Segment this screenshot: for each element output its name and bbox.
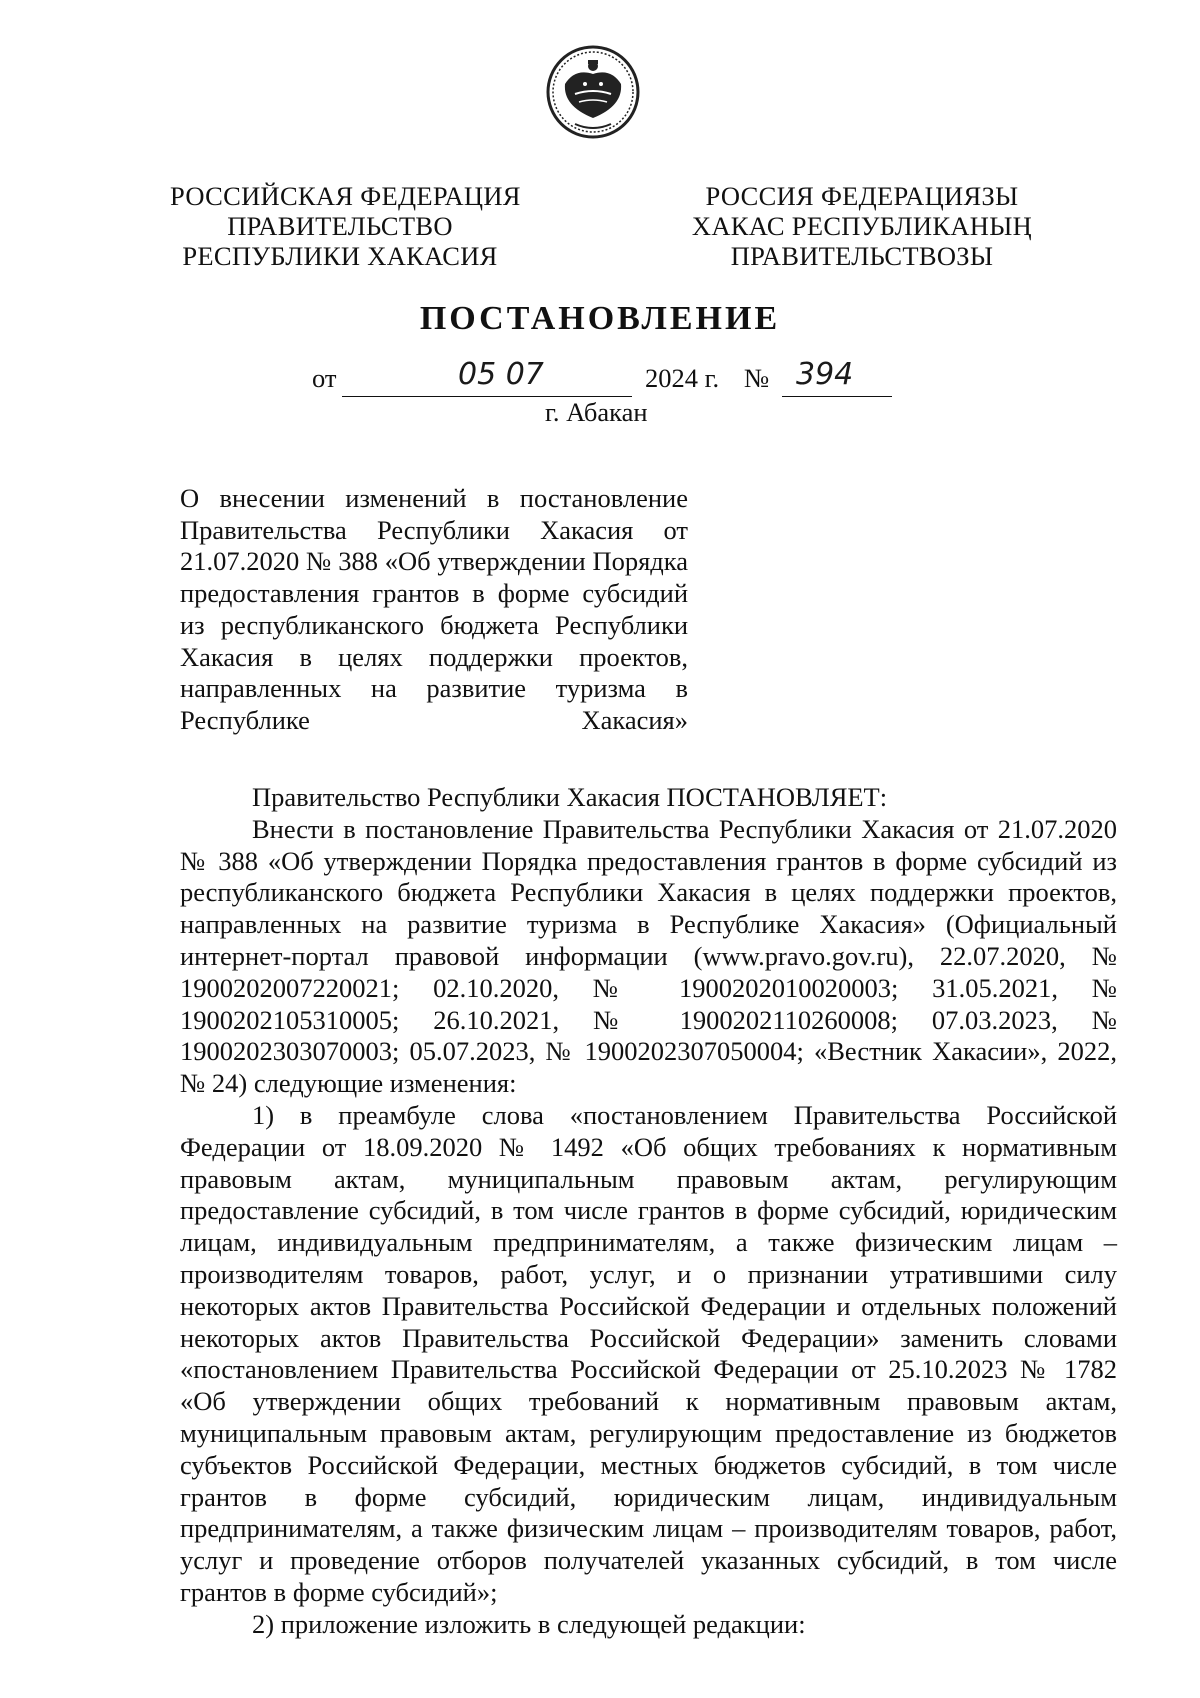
header-right-line-2: ХАКАС РЕСПУБЛИКАНЫҢ bbox=[691, 211, 1033, 241]
number-prefix: № bbox=[744, 363, 770, 393]
subject-text: О внесении изменений в постановление Правительства Республики Хакасия от 21.07.2020 № 388 «Об утверждении Порядка предоставления грантов в форме субсидий из республиканского бюджета Республики Хакасия в целях поддержки проектов, направленных на развитие туризма в Республике Хакасия» bbox=[180, 483, 688, 735]
subject-block bbox=[180, 483, 688, 737]
coat-of-arms-emblem bbox=[545, 44, 641, 140]
header-right-line-3: ПРАВИТЕЛЬСТВОЗЫ bbox=[730, 241, 994, 271]
header-left-line-1: РОССИЙСКАЯ ФЕДЕРАЦИЯ bbox=[170, 181, 521, 211]
header-right-block bbox=[688, 181, 1036, 271]
city-text: г. Абакан bbox=[545, 397, 648, 427]
date-handwritten: 05 07 bbox=[458, 357, 544, 392]
document-body bbox=[180, 782, 1117, 1641]
number-handwritten: 394 bbox=[796, 357, 854, 392]
body-paragraph-3: 2) приложение изложить в следующей редакции: bbox=[252, 1608, 806, 1639]
header-left-line-2: ПРАВИТЕЛЬСТВО bbox=[227, 211, 453, 241]
decree-line: Правительство Республики Хакасия ПОСТАНОВЛЯЕТ: bbox=[252, 782, 888, 812]
body-paragraph-1: Внести в постановление Правительства Республики Хакасия от 21.07.2020 № 388 «Об утверждении Порядка предоставления грантов в форме субсидий из республиканского бюджета Республики Хакасия в целях поддержки проектов, направленных на развитие туризма в Республике Хакасия» (Официальный интернет-портал правовой информации (www.pravo.gov.ru), 22.07.2020, № 1900202007220021; 02.10.2020, № 1900202010020003; 31.05.2021, № 1900202105310005; 26.10.2021, № 1900202110260008; 07.03.2023, № 1900202303070003; 05.07.2023, № 1900202307050004; «Вестник Хакасии», 2022, № 24) следующие изменения: bbox=[180, 813, 1117, 1099]
header-left-line-3: РЕСПУБЛИКИ ХАКАСИЯ bbox=[182, 241, 498, 271]
date-prefix: от bbox=[312, 363, 337, 393]
year-text: 2024 г. bbox=[645, 363, 720, 393]
header-left-block bbox=[170, 181, 521, 271]
number-underline bbox=[782, 396, 892, 397]
header-right-line-1: РОССИЯ ФЕДЕРАЦИЯЗЫ bbox=[705, 181, 1019, 211]
document-title: ПОСТАНОВЛЕНИЕ bbox=[419, 300, 781, 337]
body-paragraph-2: 1) в преамбуле слова «постановлением Правительства Российской Федерации от 18.09.2020 № 1492 «Об общих требованиях к нормативным правовым актам, муниципальным правовым актам, регулирующим предоставление субсидий, в том числе грантов в форме субсидий, юридическим лицам, индивидуальным предпринимателям, а также физическим лицам – производителям товаров, работ, услуг, и о признании утратившими силу некоторых актов Правительства Российской Федерации и отдельных положений некоторых актов Правительства Российской Федерации» заменить словами «постановлением Правительства Российской Федерации от 25.10.2023 № 1782 «Об утверждении общих требований к нормативным правовым актам, муниципальным правовым актам, регулирующим предоставление из бюджетов субъектов Российской Федерации, местных бюджетов субсидий, в том числе грантов в форме субсидий, юридическим лицам, индивидуальным предпринимателям, а также физическим лицам – производителям товаров, работ, услуг и проведение отборов получателей указанных субсидий, в том числе грантов в форме субсидий»; bbox=[180, 1099, 1117, 1607]
